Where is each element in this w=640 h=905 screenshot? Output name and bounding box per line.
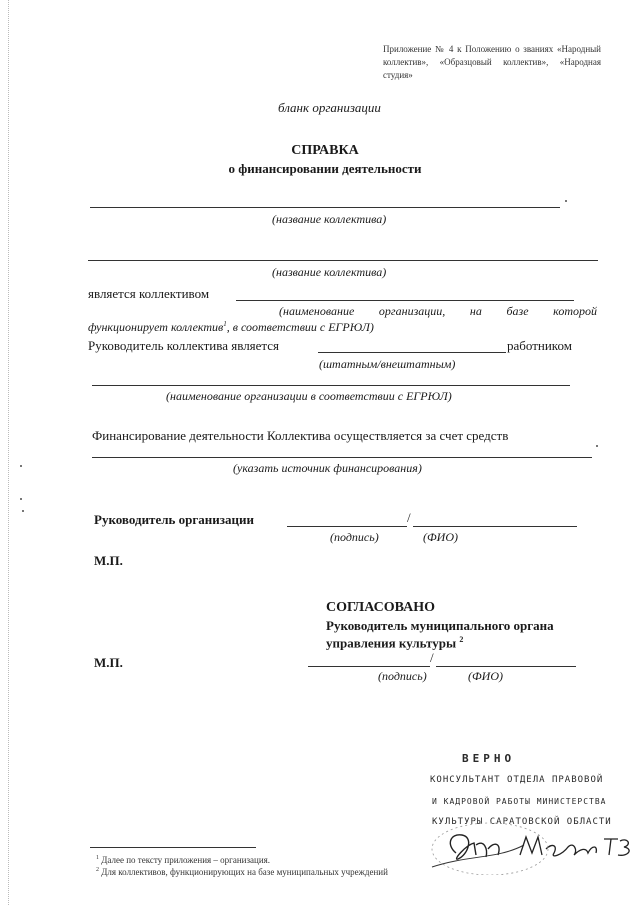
footnote-ref-1: 1 [223,320,227,328]
seal-place-1: М.П. [94,553,123,568]
footnote-separator [90,847,256,848]
document-subtitle: о финансировании деятельности [228,161,422,176]
approval-hint-signature: (подпись) [378,669,427,683]
collective-name-line-1 [90,207,560,208]
org-base-line [236,300,574,301]
org-egrul-line [92,385,570,386]
scan-speck [20,498,22,500]
staff-type-line [318,352,506,353]
hint-org-base-2b: , в соответствии с ЕГРЮЛ) [226,320,374,334]
stamp-line-4: КУЛЬТУРЫ САРАТОВСКОЙ ОБЛАСТИ [432,817,612,827]
approval-position-line-2 [326,635,463,651]
footnote-2 [96,867,388,877]
approval-heading: СОГЛАСОВАНО [326,600,435,615]
financing-text: Финансирование деятельности Коллектива осуществляется за счет средств [92,428,509,443]
org-head-signature-line [287,526,407,527]
hint-org-egrul: (наименование организации в соответствии с ЕГРЮЛ) [166,389,452,403]
scan-speck [565,200,567,202]
approval-signature-line [308,666,430,667]
appendix-note: Приложение № 4 к Положению о званиях «Народный коллектив», «Образцовый коллектив», «Народная студия» [383,44,601,80]
scan-edge [8,0,9,905]
stamp-line-3: И КАДРОВОЙ РАБОТЫ МИНИСТЕРСТВА [432,797,607,806]
approval-slash: / [430,650,434,665]
approval-hint-fio: (ФИО) [468,669,503,683]
hint-funding-source: (указать источник финансирования) [233,461,422,475]
org-head-hint-fio: (ФИО) [423,530,458,544]
is-collective-label: является коллективом [88,286,210,301]
hint-collective-2: (название коллектива) [272,265,387,279]
seal-place-2: М.П. [94,655,123,670]
org-head-label: Руководитель организации [94,512,254,527]
worker-label: работником [507,338,572,353]
letterhead-placeholder: бланк организации [278,100,381,115]
org-head-fio-line [413,526,577,527]
footnote-1-text: Далее по тексту приложения – организация. [101,855,271,865]
document-title: СПРАВКА [291,143,359,158]
funding-source-line [92,457,592,458]
approval-position-text: управления культуры [326,635,457,651]
org-head-slash: / [407,510,411,525]
footnote-2-text: Для коллективов, функционирующих на базе муниципальных учреждений [101,867,388,877]
org-head-hint-signature: (подпись) [330,530,379,544]
handwritten-signature [428,815,640,875]
hint-org-base-2 [88,320,374,335]
approval-position-line-1: Руководитель муниципального органа [326,618,554,633]
scan-speck [596,445,598,447]
footnote-ref-2: 2 [459,635,464,644]
footnote-2-mark: 2 [96,867,99,873]
scan-speck [22,510,24,512]
hint-staff: (штатным/внештатным) [319,357,456,371]
stamp-verno: ВЕРНО [462,752,516,765]
footnote-1-mark: 1 [96,855,99,861]
hint-collective-1: (название коллектива) [272,212,387,226]
director-is-label: Руководитель коллектива является [88,338,280,353]
footnote-1 [96,855,270,865]
stamp-line-2: КОНСУЛЬТАНТ ОТДЕЛА ПРАВОВОЙ [430,775,604,785]
hint-org-base-2a: функционирует коллектив [88,320,224,334]
scan-speck [20,465,22,467]
approval-fio-line [436,666,576,667]
hint-org-base-1: (наименование организации, на базе которой [279,304,597,318]
collective-name-line-2 [88,260,598,261]
